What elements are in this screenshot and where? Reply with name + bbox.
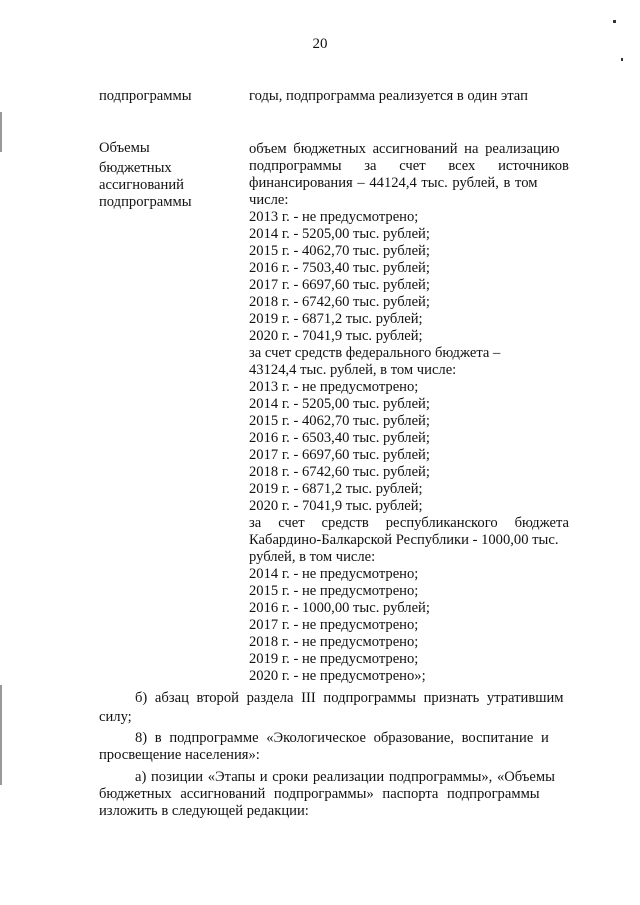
page-number: 20 <box>312 36 328 52</box>
para-a-line-3: изложить в следующей редакции: <box>99 803 309 819</box>
republic-year: 2019 г. - не предусмотрено; <box>249 651 419 667</box>
federal-year: 2013 г. - не предусмотрено; <box>249 379 419 395</box>
total-line-3: финансирования – 44124,4 тыс. рублей, в том <box>249 175 538 191</box>
word: объем бюджетных ассигнований на реализацию <box>249 141 560 157</box>
row2-left <box>99 140 244 211</box>
row1-left: подпрограммы <box>99 88 192 104</box>
word: республиканского <box>385 515 498 531</box>
federal-year: 2017 г. - 6697,60 тыс. рублей; <box>249 447 430 463</box>
para-a-line-1: а) позиции «Этапы и сроки реализации подпрограммы», «Объемы <box>135 769 555 785</box>
word: бюджета <box>514 515 569 531</box>
total-year: 2015 г. - 4062,70 тыс. рублей; <box>249 243 430 259</box>
total-year: 2020 г. - 7041,9 тыс. рублей; <box>249 328 423 344</box>
republic-year: 2015 г. - не предусмотрено; <box>249 583 419 599</box>
total-line-4: числе: <box>249 192 289 208</box>
federal-year: 2020 г. - 7041,9 тыс. рублей; <box>249 498 423 514</box>
word: за <box>249 515 262 531</box>
total-year: 2016 г. - 7503,40 тыс. рублей; <box>249 260 430 276</box>
republic-year: 2017 г. - не предусмотрено; <box>249 617 419 633</box>
left-line: подпрограммы <box>99 194 192 210</box>
word: средств <box>321 515 369 531</box>
word: всех <box>448 158 476 174</box>
total-line-2 <box>249 158 569 175</box>
scan-dot <box>621 58 623 61</box>
paragraph-a <box>99 769 569 820</box>
word: счет <box>399 158 426 174</box>
republic-year: 2014 г. - не предусмотрено; <box>249 566 419 582</box>
word: счет <box>278 515 305 531</box>
federal-year: 2015 г. - 4062,70 тыс. рублей; <box>249 413 430 429</box>
scan-mark <box>0 112 2 152</box>
left-line: Объемы <box>99 140 150 156</box>
total-year: 2014 г. - 5205,00 тыс. рублей; <box>249 226 430 242</box>
federal-line-2: 43124,4 тыс. рублей, в том числе: <box>249 362 457 378</box>
para-8-line-1: 8) в подпрограмме «Экологическое образование, воспитание и <box>135 730 549 746</box>
word: за <box>364 158 377 174</box>
paragraph-8 <box>99 730 569 764</box>
federal-line-1: за счет средств федерального бюджета – <box>249 345 501 361</box>
federal-year: 2016 г. - 6503,40 тыс. рублей; <box>249 430 430 446</box>
para-a-line-2: бюджетных ассигнований подпрограммы» паспорта подпрограммы <box>99 786 540 802</box>
scan-dot <box>613 20 616 23</box>
federal-year: 2014 г. - 5205,00 тыс. рублей; <box>249 396 430 412</box>
para-b-text: б) абзац второй раздела III подпрограммы признать утратившим <box>135 690 564 706</box>
republic-line-3: рублей, в том числе: <box>249 549 376 565</box>
left-line: ассигнований <box>99 177 184 193</box>
para-b-line-1 <box>99 690 569 707</box>
republic-year: 2018 г. - не предусмотрено; <box>249 634 419 650</box>
para-b-line-2: силу; <box>99 709 132 725</box>
federal-year: 2019 г. - 6871,2 тыс. рублей; <box>249 481 423 497</box>
federal-year: 2018 г. - 6742,60 тыс. рублей; <box>249 464 430 480</box>
republic-line-2: Кабардино-Балкарской Республики - 1000,00 тыс. <box>249 532 559 548</box>
total-year: 2017 г. - 6697,60 тыс. рублей; <box>249 277 430 293</box>
row2-right <box>249 141 569 685</box>
word: источников <box>498 158 569 174</box>
para-8-line-2: просвещение населения»: <box>99 747 260 763</box>
republic-year: 2016 г. - 1000,00 тыс. рублей; <box>249 600 430 616</box>
total-year: 2019 г. - 6871,2 тыс. рублей; <box>249 311 423 327</box>
scan-mark <box>0 685 2 785</box>
republic-line-1 <box>249 515 569 532</box>
total-year: 2018 г. - 6742,60 тыс. рублей; <box>249 294 430 310</box>
republic-year: 2020 г. - не предусмотрено»; <box>249 668 426 684</box>
total-year: 2013 г. - не предусмотрено; <box>249 209 419 225</box>
total-line-1 <box>249 141 569 158</box>
left-line: бюджетных <box>99 160 172 176</box>
row1-right: годы, подпрограмма реализуется в один этап <box>249 88 528 104</box>
word: подпрограммы <box>249 158 342 174</box>
paragraph-b <box>99 690 569 726</box>
